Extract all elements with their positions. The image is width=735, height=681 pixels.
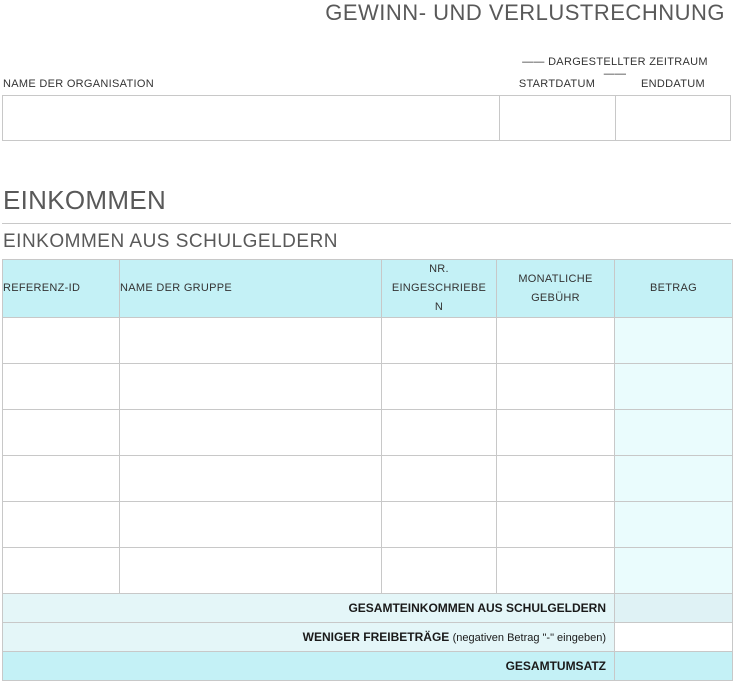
- reference-id-cell[interactable]: [3, 548, 120, 594]
- column-header-enrolled: [382, 260, 497, 318]
- enrolled-cell[interactable]: [382, 548, 497, 594]
- table-row: [3, 548, 733, 594]
- table-row: [3, 502, 733, 548]
- deductions-label: WENIGER FREIBETRÄGE: [302, 630, 450, 644]
- start-date-field[interactable]: [500, 96, 616, 140]
- group-name-cell[interactable]: [120, 318, 382, 364]
- organization-label: NAME DER ORGANISATION: [3, 78, 154, 90]
- group-name-cell[interactable]: [120, 548, 382, 594]
- enrolled-cell[interactable]: [382, 502, 497, 548]
- deductions-note: (negativen Betrag "-" eingeben): [452, 632, 606, 644]
- end-date-field[interactable]: [616, 96, 730, 140]
- monthly-fee-cell[interactable]: [497, 318, 615, 364]
- section-divider: [2, 223, 731, 224]
- section-subtitle: EINKOMMEN AUS SCHULGELDERN: [3, 231, 339, 252]
- table-row: [3, 410, 733, 456]
- tuition-income-table: [2, 259, 733, 681]
- column-header-monthly-fee: [497, 260, 615, 318]
- deductions-label-cell: [3, 623, 615, 652]
- column-header-reference-id: REFERENZ-ID: [3, 260, 120, 318]
- amount-cell[interactable]: [615, 502, 733, 548]
- grand-total-label: GESAMTUMSATZ: [3, 652, 615, 681]
- organization-row: [2, 95, 731, 141]
- group-name-cell[interactable]: [120, 456, 382, 502]
- group-name-cell[interactable]: [120, 502, 382, 548]
- monthly-fee-cell[interactable]: [497, 364, 615, 410]
- column-header-monthly-fee-text: MONATLICHE GEBÜHR: [518, 272, 593, 304]
- table-row: [3, 318, 733, 364]
- amount-cell[interactable]: [615, 364, 733, 410]
- monthly-fee-cell[interactable]: [497, 502, 615, 548]
- total-tuition-label: GESAMTEINKOMMEN AUS SCHULGELDERN: [3, 594, 615, 623]
- table-header-row: [3, 260, 733, 318]
- section-title: EINKOMMEN: [3, 185, 167, 215]
- column-header-enrolled-text: NR. EINGESCHRIEBE N: [391, 263, 487, 313]
- grand-total-row: [3, 652, 733, 681]
- page-title: GEWINN- UND VERLUSTRECHNUNG: [325, 0, 725, 25]
- period-label: —— DARGESTELLTER ZEITRAUM ——: [522, 56, 708, 80]
- enrolled-cell[interactable]: [382, 318, 497, 364]
- monthly-fee-cell[interactable]: [497, 548, 615, 594]
- deductions-row: [3, 623, 733, 652]
- column-header-amount: BETRAG: [615, 260, 733, 318]
- reference-id-cell[interactable]: [3, 456, 120, 502]
- enrolled-cell[interactable]: [382, 456, 497, 502]
- enrolled-cell[interactable]: [382, 364, 497, 410]
- table-row: [3, 364, 733, 410]
- column-header-group-name: NAME DER GRUPPE: [120, 260, 382, 318]
- organization-name-field[interactable]: [3, 96, 500, 140]
- reference-id-cell[interactable]: [3, 364, 120, 410]
- monthly-fee-cell[interactable]: [497, 456, 615, 502]
- deductions-value[interactable]: [615, 623, 733, 652]
- grand-total-value[interactable]: [615, 652, 733, 681]
- amount-cell[interactable]: [615, 318, 733, 364]
- reference-id-cell[interactable]: [3, 318, 120, 364]
- monthly-fee-cell[interactable]: [497, 410, 615, 456]
- amount-cell[interactable]: [615, 456, 733, 502]
- end-date-label: ENDDATUM: [641, 78, 705, 90]
- start-date-label: STARTDATUM: [518, 78, 596, 90]
- amount-cell[interactable]: [615, 548, 733, 594]
- total-tuition-value[interactable]: [615, 594, 733, 623]
- reference-id-cell[interactable]: [3, 502, 120, 548]
- amount-cell[interactable]: [615, 410, 733, 456]
- table-row: [3, 456, 733, 502]
- group-name-cell[interactable]: [120, 364, 382, 410]
- enrolled-cell[interactable]: [382, 410, 497, 456]
- total-tuition-row: [3, 594, 733, 623]
- reference-id-cell[interactable]: [3, 410, 120, 456]
- group-name-cell[interactable]: [120, 410, 382, 456]
